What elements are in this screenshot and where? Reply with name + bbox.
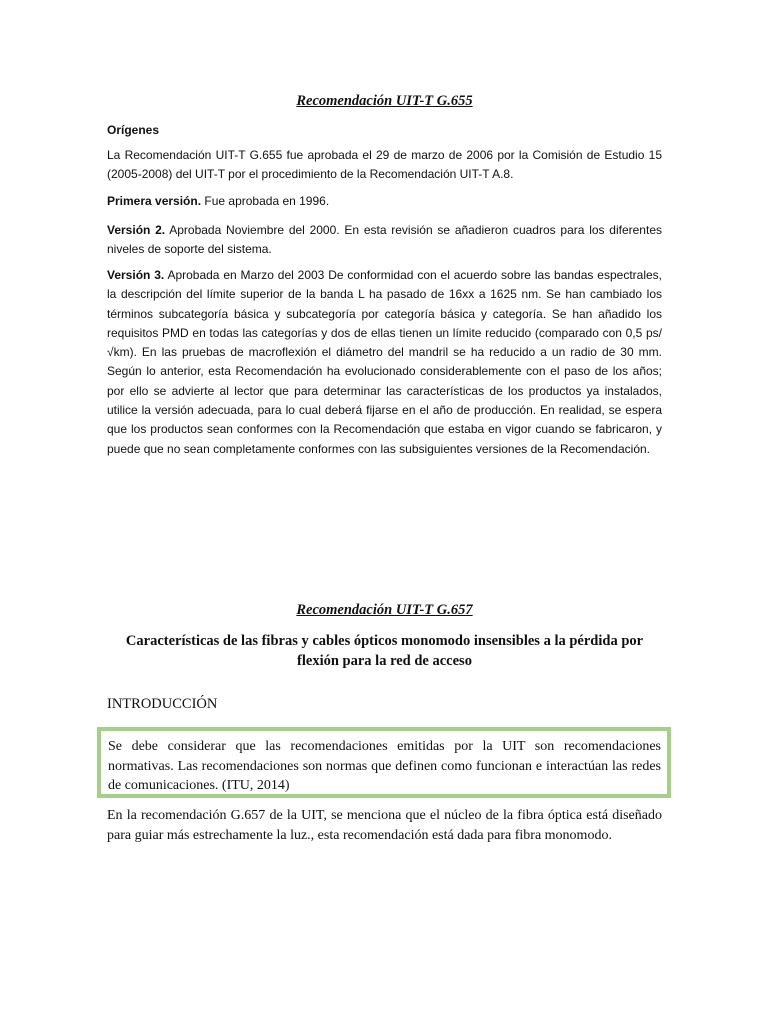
final-paragraph: En la recomendación G.657 de la UIT, se menciona que el núcleo de la fibra óptica está diseñado para guiar más estrechamente la luz., esta recomendación está dada para fibra monomodo. (107, 808, 662, 843)
section-title-g657: Recomendación UIT-T G.657 (296, 602, 473, 618)
version-2-text: Aprobada Noviembre del 2000. En esta revisión se añadieron cuadros para los diferentes niveles de soporte del sistema. (107, 223, 662, 257)
quote-text: Se debe considerar que las recomendaciones emitidas por la UIT son recomendaciones normativas. Las recomendaciones son normas que definen como funcionan e interactúan las redes de comunicaciones. (ITU, 2014) (108, 739, 661, 793)
version-3-text: Aprobada en Marzo del 2003 De conformidad con el acuerdo sobre las bandas espectrales, la descripción del límite superior de la banda L ha pasado de 16xx a 1625 nm. Se han cambiado los términos subcategoría básica y subcategoría por categoría básica y categoría. Se han añadido los requisitos PMD en todas las categorías y dos de ellas tienen un límite reducido (comparado con 0,5 ps/√km). En las pruebas de macroflexión el diámetro del mandril se ha reducido a un radio de 30 mm. Según lo anterior, esta Recomendación ha evolucionado considerablemente con el paso de los años; por ello se advierte al lector que para determinar las características de los productos ya instalados, utilice la versión adecuada, para lo cual deberá fijarse en el año de producción. En realidad, se espera que los productos sean conformes con la Recomendación que estaba en vigor cuando se fabricaron, y puede que no sean completamente conformes con las subsiguientes versiones de la Recomendación. (107, 268, 662, 456)
section-title-g655: Recomendación UIT-T G.655 (296, 93, 473, 109)
origenes-heading: Orígenes (107, 123, 160, 137)
origin-paragraph: La Recomendación UIT-T G.655 fue aprobada el 29 de marzo de 2006 por la Comisión de Estudio 15 (2005-2008) del UIT-T por el procedimiento de la Recomendación UIT-T A.8. (107, 148, 662, 182)
primera-version-label: Primera versión. (107, 194, 202, 208)
version-3-paragraph (107, 266, 662, 459)
intro-heading: INTRODUCCIÓN (107, 696, 218, 712)
version-2-paragraph (107, 221, 662, 260)
primera-version-text: Fue aprobada en 1996. (201, 194, 330, 208)
version-2-label: Versión 2. (107, 223, 166, 237)
quote-box (97, 727, 671, 798)
primera-version-paragraph (107, 192, 662, 211)
g657-subtitle: Características de las fibras y cables ópticos monomodo insensibles a la pérdida por flexión para la red de acceso (125, 633, 644, 669)
version-3-label: Versión 3. (107, 268, 165, 282)
